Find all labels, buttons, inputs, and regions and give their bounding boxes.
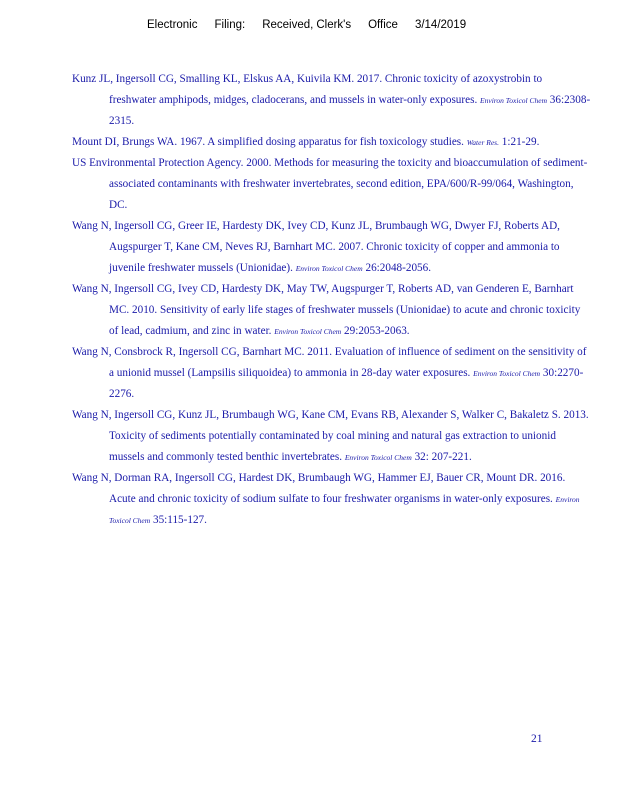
reference-item	[72, 153, 592, 216]
reference-journal: Environ Toxicol Chem	[473, 369, 541, 378]
reference-item	[72, 342, 592, 405]
reference-text: Mount DI, Brungs WA. 1967. A simplified dosing apparatus for fish toxicology studies.	[72, 136, 464, 148]
reference-item	[72, 216, 592, 279]
header-electronic: Electronic	[147, 19, 198, 31]
reference-text: Wang N, Dorman RA, Ingersoll CG, Hardest DK, Brumbaugh WG, Hammer EJ, Bauer CR, Mount DR. 2016. Acute and chronic toxicity of sodium sulfate to four freshwater organisms in water-only exposures.	[72, 472, 566, 505]
reference-item	[72, 132, 592, 153]
reference-journal: Environ Toxicol Chem	[295, 264, 363, 273]
reference-cite: 36:2308-2315.	[109, 94, 591, 127]
reference-item	[72, 468, 592, 531]
page-number: 21	[531, 733, 543, 745]
header-received: Received,	[262, 19, 314, 31]
reference-item	[72, 279, 592, 342]
reference-text: Wang N, Ingersoll CG, Greer IE, Hardesty DK, Ivey CD, Kunz JL, Brumbaugh WG, Dwyer FJ, Roberts AD, Augspurger T, Kane CM, Neves RJ, Barnhart MC. 2007. Chronic toxicity of copper and ammonia to juvenile freshwater mussels (Unionidae).	[72, 220, 560, 274]
header-office: Office	[368, 19, 398, 31]
reference-cite: 29:2053-2063.	[344, 325, 410, 337]
reference-list	[72, 69, 592, 531]
header-filing: Filing:	[214, 19, 246, 31]
reference-text: US Environmental Protection Agency. 2000. Methods for measuring the toxicity and bioaccumulation of sediment-associated contaminants with freshwater invertebrates, second edition, EPA/600/R-99/064, Washington, DC.	[72, 157, 588, 211]
reference-item	[72, 69, 592, 132]
reference-journal: Environ Toxicol Chem	[274, 327, 342, 336]
filing-header	[147, 19, 483, 31]
reference-text: Wang N, Consbrock R, Ingersoll CG, Barnhart MC. 2011. Evaluation of influence of sediment on the sensitivity of a unionid mussel (Lampsilis siliquoidea) to ammonia in 28-day water exposures.	[72, 346, 587, 379]
reference-text: Kunz JL, Ingersoll CG, Smalling KL, Elskus AA, Kuivila KM. 2017. Chronic toxicity of azoxystrobin to freshwater amphipods, midges, cladocerans, and mussels in water-only exposures.	[72, 73, 543, 106]
reference-cite: 1:21-29.	[501, 136, 540, 148]
reference-text: Wang N, Ingersoll CG, Ivey CD, Hardesty DK, May TW, Augspurger T, Roberts AD, van Genderen E, Barnhart MC. 2010. Sensitivity of early life stages of freshwater mussels (Unionidae) to acute and chronic toxicity of lead, cadmium, and zinc in water.	[72, 283, 581, 337]
reference-journal: Environ Toxicol Chem	[344, 453, 412, 462]
reference-cite: 30:2270-2276.	[109, 367, 584, 400]
reference-text: Wang N, Ingersoll CG, Kunz JL, Brumbaugh WG, Kane CM, Evans RB, Alexander S, Walker C, Bakaletz S. 2013. Toxicity of sediments potentially contaminated by coal mining and natural gas extraction to unionid mussels and commonly tested benthic invertebrates.	[72, 409, 589, 463]
reference-journal: Water Res.	[466, 138, 499, 147]
header-clerks: Clerk's	[316, 19, 352, 31]
reference-item	[72, 405, 592, 468]
reference-cite: 35:115-127.	[152, 514, 207, 526]
reference-cite: 26:2048-2056.	[365, 262, 432, 274]
reference-cite: 32: 207-221.	[414, 451, 472, 463]
reference-journal: Environ Toxicol Chem	[109, 495, 580, 525]
header-date: 3/14/2019	[414, 19, 467, 31]
reference-journal: Environ Toxicol Chem	[480, 96, 547, 105]
